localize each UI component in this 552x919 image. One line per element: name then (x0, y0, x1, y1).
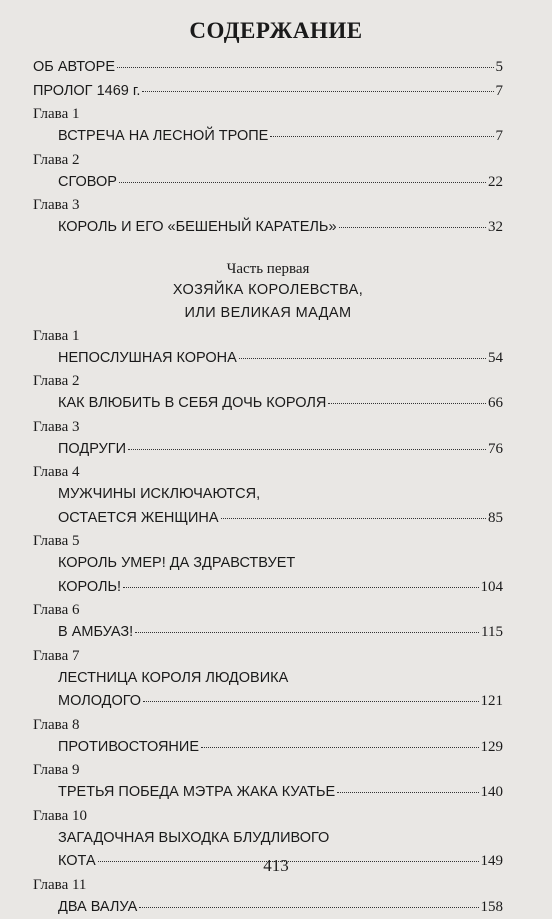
dot-leader (142, 91, 493, 92)
entry-title: КОРОЛЬ! (58, 576, 121, 600)
toc-entry-chapter[interactable] (33, 438, 503, 462)
entry-title: ПРОТИВОСТОЯНИЕ (58, 736, 199, 760)
toc-entry-chapter[interactable] (33, 896, 503, 919)
entry-title: ПОДРУГИ (58, 438, 126, 462)
entry-page: 22 (488, 171, 503, 195)
page-title: СОДЕРЖАНИЕ (0, 18, 552, 44)
chapter-label: Глава 7 (33, 645, 503, 667)
entry-page: 104 (481, 576, 504, 600)
chapter-label: Глава 1 (33, 103, 503, 125)
entry-title: КАК ВЛЮБИТЬ В СЕБЯ ДОЧЬ КОРОЛЯ (58, 392, 326, 416)
toc-entry-chapter[interactable] (33, 621, 503, 645)
dot-leader (270, 136, 493, 137)
entry-page: 140 (481, 781, 504, 805)
toc-entry-chapter[interactable] (33, 171, 503, 195)
chapter-label: Глава 9 (33, 759, 503, 781)
dot-leader (143, 701, 478, 702)
entry-page: 129 (481, 736, 504, 760)
entry-page: 32 (488, 216, 503, 240)
chapter-label: Глава 11 (33, 874, 503, 896)
entry-title: ОСТАЕТСЯ ЖЕНЩИНА (58, 507, 219, 531)
entry-page: 158 (481, 896, 504, 919)
page-number: 413 (0, 856, 552, 876)
toc-entry-about-author[interactable] (33, 56, 503, 80)
dot-leader (135, 632, 479, 633)
table-of-contents (33, 56, 503, 919)
entry-title: КОТА (58, 850, 96, 874)
toc-entry-chapter[interactable] (33, 576, 503, 600)
entry-title: КОРОЛЬ И ЕГО «БЕШЕНЫЙ КАРАТЕЛЬ» (58, 216, 337, 240)
entry-title: ПРОЛОГ 1469 г. (33, 80, 140, 104)
dot-leader (128, 449, 486, 450)
entry-title: МОЛОДОГО (58, 690, 141, 714)
entry-title: НЕПОСЛУШНАЯ КОРОНА (58, 347, 237, 371)
toc-entry-chapter[interactable] (33, 736, 503, 760)
toc-entry-prologue[interactable] (33, 80, 503, 104)
entry-page: 76 (488, 438, 503, 462)
entry-page: 7 (496, 80, 504, 104)
entry-page: 121 (481, 690, 504, 714)
part-title-line: ИЛИ ВЕЛИКАЯ МАДАМ (33, 302, 503, 325)
part-label: Часть первая (33, 259, 503, 279)
entry-title-line: МУЖЧИНЫ ИСКЛЮЧАЮТСЯ, (33, 483, 503, 507)
dot-leader (339, 227, 486, 228)
chapter-label: Глава 10 (33, 805, 503, 827)
entry-title: ДВА ВАЛУА (58, 896, 137, 919)
chapter-label: Глава 2 (33, 370, 503, 392)
chapter-label: Глава 4 (33, 461, 503, 483)
chapter-label: Глава 5 (33, 530, 503, 552)
toc-entry-chapter[interactable] (33, 781, 503, 805)
part-chapter-list (33, 325, 503, 919)
chapter-label: Глава 6 (33, 599, 503, 621)
entry-page: 66 (488, 392, 503, 416)
entry-page: 115 (481, 621, 503, 645)
dot-leader (123, 587, 478, 588)
entry-title: ТРЕТЬЯ ПОБЕДА МЭТРА ЖАКА КУАТЬЕ (58, 781, 335, 805)
dot-leader (328, 403, 486, 404)
dot-leader (139, 907, 478, 908)
toc-entry-chapter[interactable] (33, 392, 503, 416)
toc-entry-chapter[interactable] (33, 216, 503, 240)
toc-entry-chapter[interactable] (33, 347, 503, 371)
entry-page: 85 (488, 507, 503, 531)
chapter-label: Глава 8 (33, 714, 503, 736)
entry-page: 54 (488, 347, 503, 371)
toc-entry-chapter[interactable] (33, 125, 503, 149)
dot-leader (201, 747, 479, 748)
chapter-label: Глава 3 (33, 194, 503, 216)
entry-title: В АМБУАЗ! (58, 621, 133, 645)
entry-title: ОБ АВТОРЕ (33, 56, 115, 80)
entry-title: ВСТРЕЧА НА ЛЕСНОЙ ТРОПЕ (58, 125, 268, 149)
part-heading (33, 259, 503, 325)
entry-title-line: ЛЕСТНИЦА КОРОЛЯ ЛЮДОВИКА (33, 667, 503, 691)
entry-title-line: ЗАГАДОЧНАЯ ВЫХОДКА БЛУДЛИВОГО (33, 827, 503, 851)
chapter-label: Глава 2 (33, 149, 503, 171)
toc-entry-chapter[interactable] (33, 690, 503, 714)
dot-leader (221, 518, 486, 519)
dot-leader (119, 182, 486, 183)
entry-title-line: КОРОЛЬ УМЕР! ДА ЗДРАВСТВУЕТ (33, 552, 503, 576)
dot-leader (117, 67, 493, 68)
chapter-label: Глава 3 (33, 416, 503, 438)
dot-leader (239, 358, 486, 359)
chapter-label: Глава 1 (33, 325, 503, 347)
part-title-line: ХОЗЯЙКА КОРОЛЕВСТВА, (33, 279, 503, 302)
entry-page: 5 (496, 56, 504, 80)
entry-page: 149 (481, 850, 504, 874)
dot-leader (337, 792, 478, 793)
entry-page: 7 (496, 125, 504, 149)
entry-title: СГОВОР (58, 171, 117, 195)
toc-entry-chapter[interactable] (33, 507, 503, 531)
